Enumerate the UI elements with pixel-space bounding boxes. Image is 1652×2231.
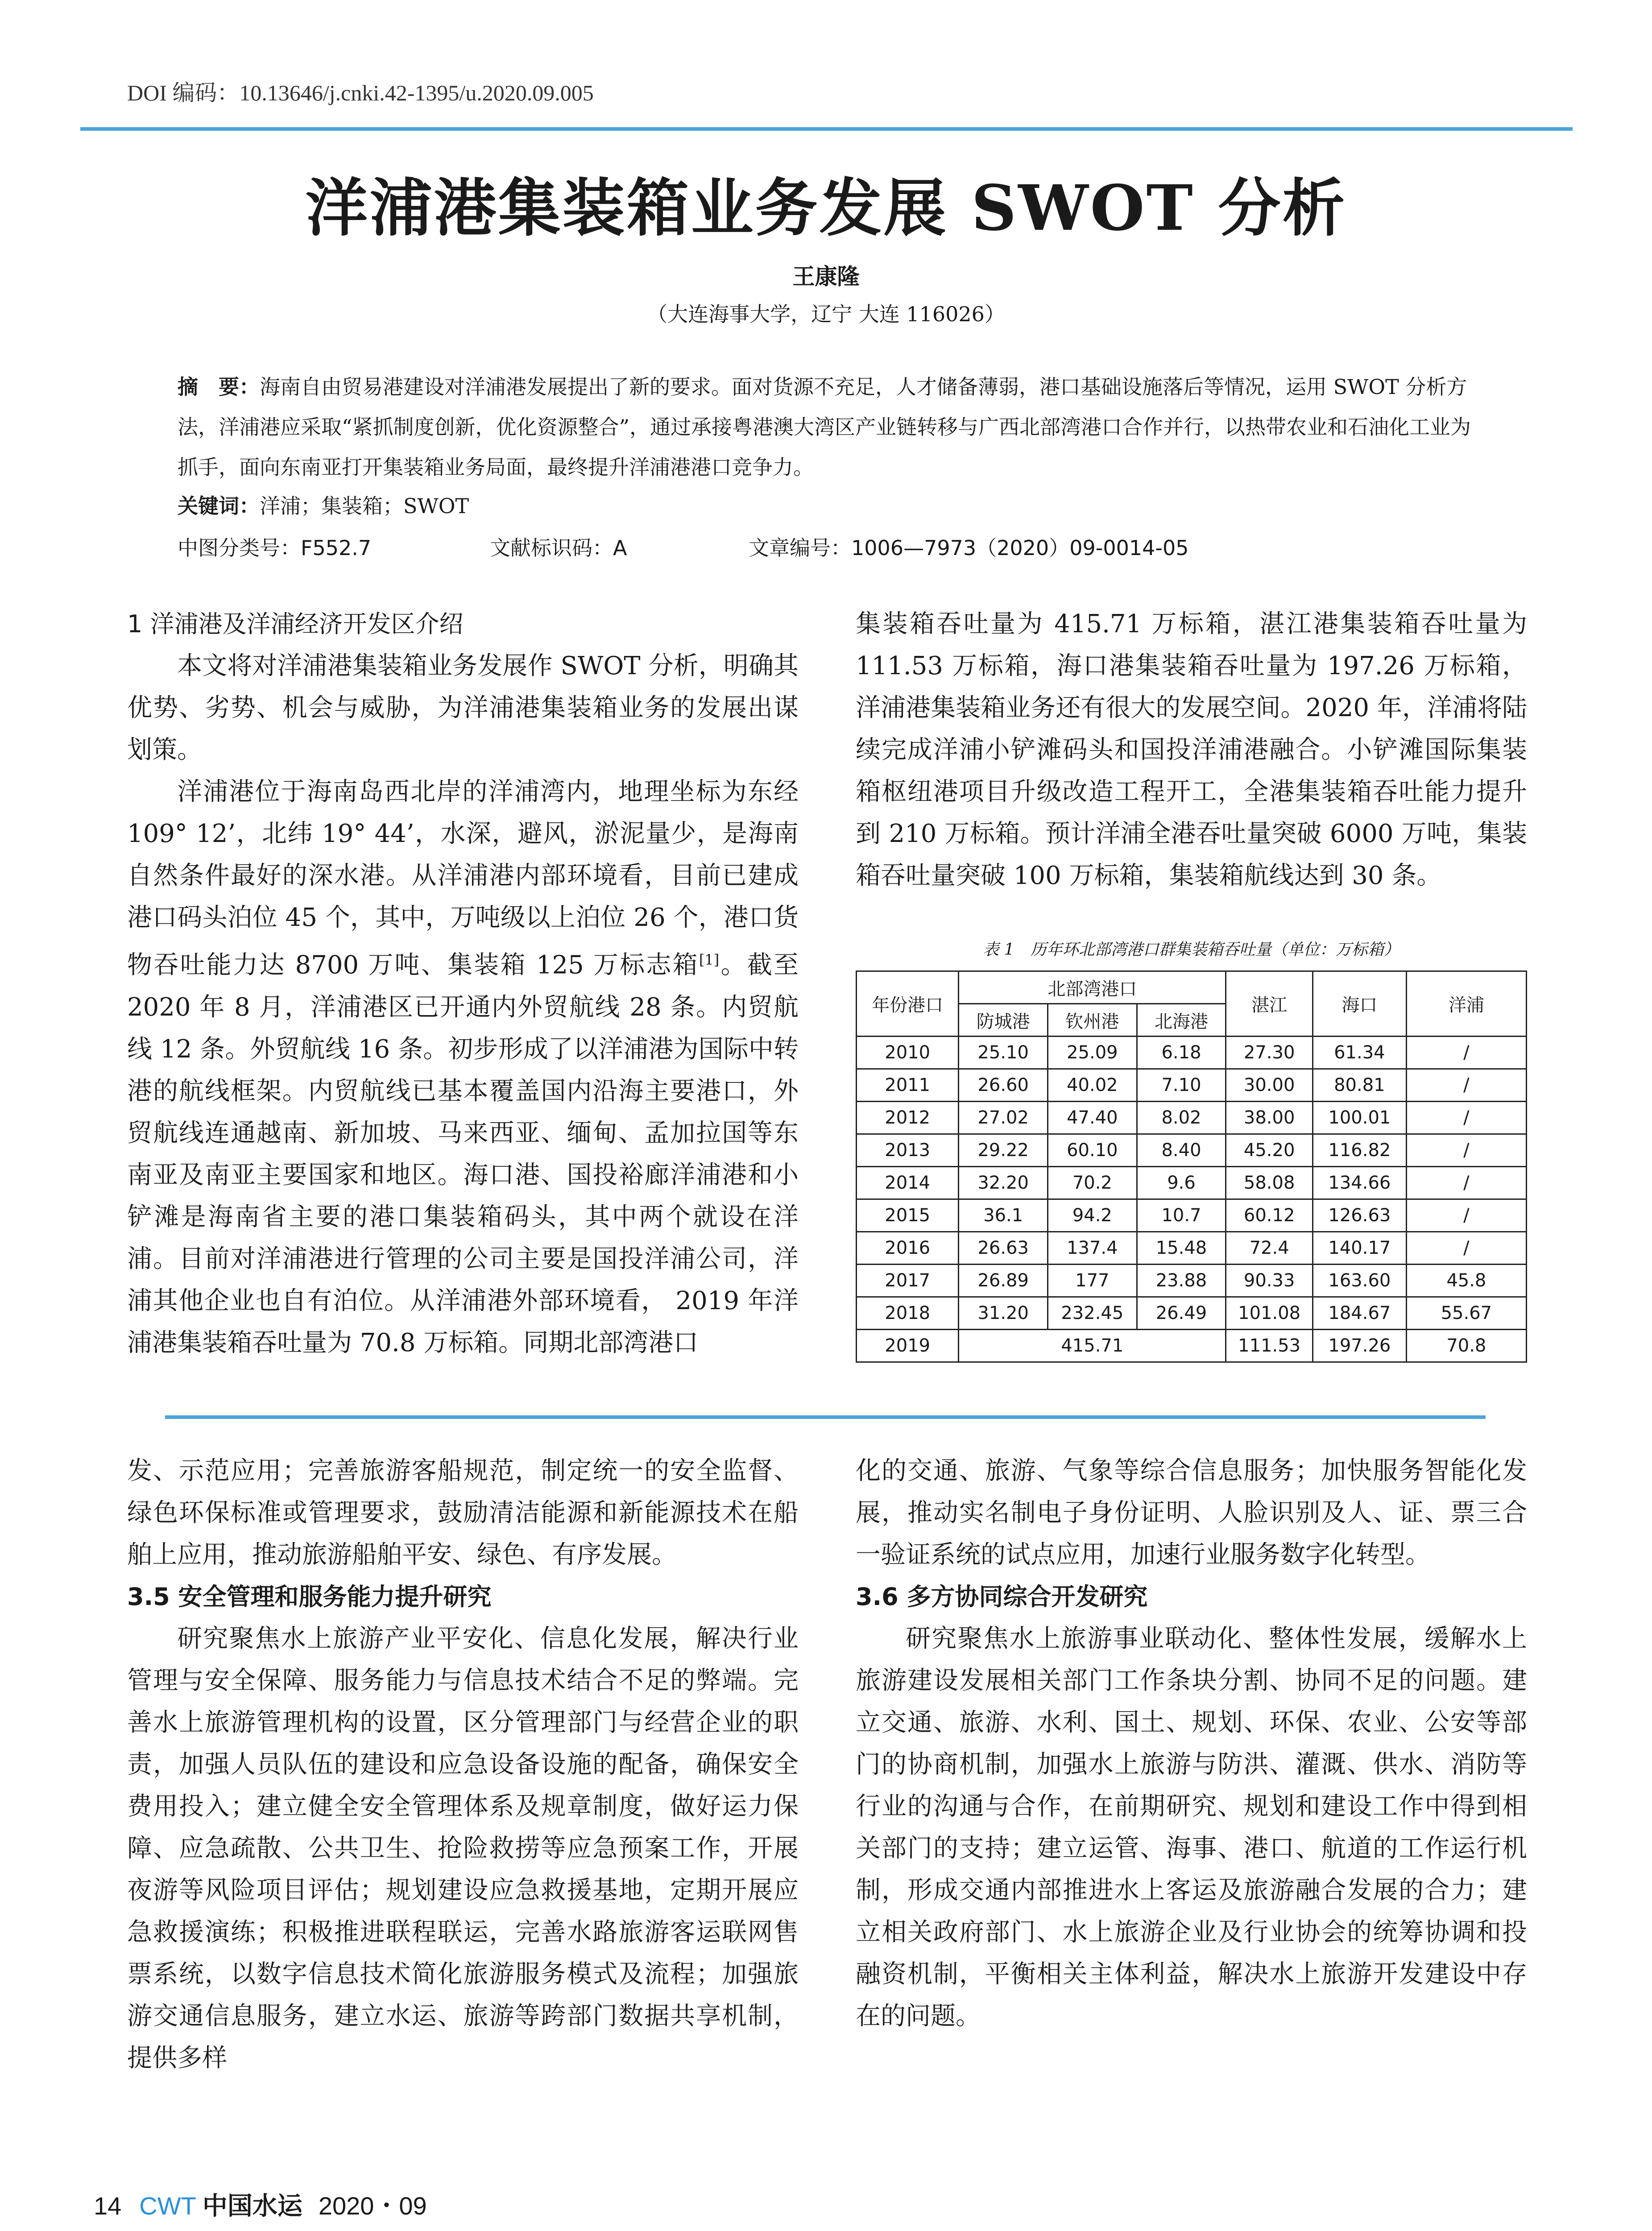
table-cell: /: [1406, 1134, 1526, 1167]
magazine-name: 中国水运: [202, 2192, 302, 2221]
mid-divider: [165, 1415, 1486, 1419]
table-cell: 60.10: [1048, 1134, 1137, 1167]
table-cell: 90.33: [1226, 1265, 1313, 1297]
table-cell: 2013: [857, 1134, 959, 1167]
table-cell: 2014: [857, 1167, 959, 1199]
table-row: [857, 1167, 1527, 1199]
table-cell: 45.20: [1226, 1134, 1313, 1167]
header-qinzhou: 钦州港: [1048, 1004, 1137, 1037]
clc-number: 中图分类号：F552.7: [178, 536, 372, 560]
table-row: [857, 1199, 1527, 1232]
abstract-text: 海南自由贸易港建设对洋浦港发展提出了新的要求。面对货源不充足，人才储备薄弱，港口基础设施落后等情况，运用 SWOT 分析方法，洋浦港应采取“紧抓制度创新，优化资源整合”，通过承接粤港澳大湾区产业链转移与广西北部湾港口合作并行，以热带农业和石油化工业为抓手，面向东南亚打开集装箱业务局面，最终提升洋浦港港口竞争力。: [178, 375, 1471, 479]
table-cell: 25.10: [959, 1037, 1048, 1069]
table-cell: 111.53: [1226, 1330, 1313, 1362]
lower-left-column: [127, 1450, 799, 2079]
table-cell: 177: [1048, 1265, 1137, 1297]
keywords-text: 洋浦；集装箱；SWOT: [260, 494, 469, 518]
table-cell: 2017: [857, 1265, 959, 1297]
table-cell: 25.09: [1048, 1037, 1137, 1069]
page-footer: [94, 2186, 427, 2222]
header-zhanjiang: 湛江: [1226, 971, 1313, 1037]
table-cell: 32.20: [959, 1167, 1048, 1199]
throughput-table: [856, 970, 1527, 1363]
table-cell: /: [1406, 1037, 1526, 1069]
issue-date: 2020・09: [318, 2192, 427, 2220]
table-cell: 27.30: [1226, 1037, 1313, 1069]
table-row: [857, 1134, 1527, 1167]
table-cell: 36.1: [959, 1199, 1048, 1232]
table-cell: 26.89: [959, 1265, 1048, 1297]
paragraph-throughput: 集装箱吞吐量为 415.71 万标箱，湛江港集装箱吞吐量为 111.53 万标箱，海口港集装箱吞吐量为 197.26 万标箱，洋浦港集装箱业务还有很大的发展空间。2020 年，洋浦将陆续完成洋浦小铲滩码头和国投洋浦港融合。小铲滩国际集装箱枢纽港项目升级改造工程开工，全港集装箱吞吐能力提升到 210 万标箱。预计洋浦全港吞吐量突破 6000 万吨，集装箱吞吐量突破 100 万标箱，集装箱航线达到 30 条。: [856, 610, 1527, 890]
table-row: [857, 1037, 1527, 1069]
table-cell: 2012: [857, 1102, 959, 1134]
table-cell: 2015: [857, 1199, 959, 1232]
table-cell: 2018: [857, 1297, 959, 1330]
paragraph-port-overview: [127, 771, 799, 1364]
table-cell: 8.40: [1137, 1134, 1226, 1167]
table-cell: 72.4: [1226, 1232, 1313, 1265]
table-cell: 61.34: [1313, 1037, 1407, 1069]
table-cell: 232.45: [1048, 1297, 1137, 1330]
keywords: [178, 490, 469, 519]
table-cell: 15.48: [1137, 1232, 1226, 1265]
article-title: 洋浦港集装箱业务发展 SWOT 分析: [305, 172, 1347, 245]
header-fangchenggang: 防城港: [959, 1004, 1048, 1037]
table-cell: 23.88: [1137, 1265, 1226, 1297]
paragraph-coordination: 研究聚焦水上旅游事业联动化、整体性发展，缓解水上旅游建设发展相关部门工作条块分割、协同不足的问题。建立交通、旅游、水利、国土、规划、环保、农业、公安等部门的协商机制，加强水上旅游与防洪、灌溉、供水、消防等行业的沟通与合作，在前期研究、规划和建设工作中得到相关部门的支持；建立运管、海事、港口、航道的工作运行机制，形成交通内部推进水上客运及旅游融合发展的合力；建立相关政府部门、水上旅游企业及行业协会的统筹协调和投融资机制，平衡相关主体利益，解决水上旅游开发建设中存在的问题。: [856, 1624, 1527, 2031]
paragraph-services: 化的交通、旅游、气象等综合信息服务；加快服务智能化发展，推动实名制电子身份证明、人脸识别及人、证、票三合一验证系统的试点应用，加速行业服务数字化转型。: [856, 1456, 1527, 1569]
table-cell: 26.49: [1137, 1297, 1226, 1330]
table-cell: 30.00: [1226, 1069, 1313, 1102]
section-1-heading: 1 洋浦港及洋浦经济开发区介绍: [127, 610, 464, 638]
page-number: 14: [94, 2192, 122, 2220]
paragraph-port-overview-b: 。截至 2020 年 8 月，洋浦港区已开通内外贸航线 28 条。内贸航线 12 条。外贸航线 16 条。初步形成了以洋浦港为国际中转港的航线框架。内贸航线已基本覆盖国内沿海主要港口，外贸航线连通越南、新加坡、马来西亚、缅甸、孟加拉国等东南亚及南亚主要国家和地区。海口港、国投裕廊洋浦港和小铲滩是海南省主要的港口集装箱码头，其中两个就设在洋浦。目前对洋浦港进行管理的公司主要是国投洋浦公司，洋浦其他企业也自有泊位。从洋浦港外部环境看， 2019 年洋浦港集装箱吞吐量为 70.8 万标箱。同期北部湾港口: [127, 950, 799, 1357]
table-body: [857, 1037, 1527, 1330]
top-divider: [80, 127, 1573, 131]
table-cell: 26.60: [959, 1069, 1048, 1102]
abstract-label: 摘 要：: [178, 375, 260, 399]
brand-logo: CWT: [139, 2192, 196, 2220]
keywords-label: 关键词：: [178, 494, 260, 518]
table-row-2019: [857, 1330, 1527, 1362]
table-cell: 80.81: [1313, 1069, 1407, 1102]
table-cell: 40.02: [1048, 1069, 1137, 1102]
table-cell: 126.63: [1313, 1199, 1407, 1232]
table-row: [857, 1265, 1527, 1297]
table-row: [857, 1069, 1527, 1102]
table-cell: 101.08: [1226, 1297, 1313, 1330]
section-3-6-heading: 3.6 多方协同综合开发研究: [856, 1583, 1148, 1611]
table-cell: 10.7: [1137, 1199, 1226, 1232]
reference-1: [1]: [699, 951, 720, 968]
header-beihai: 北海港: [1137, 1004, 1226, 1037]
table-cell: 70.2: [1048, 1167, 1137, 1199]
table-cell: 100.01: [1313, 1102, 1407, 1134]
table-cell: 29.22: [959, 1134, 1048, 1167]
table-cell: 70.8: [1406, 1330, 1526, 1362]
table-cell: /: [1406, 1102, 1526, 1134]
table-row: [857, 1232, 1527, 1265]
table-cell: 140.17: [1313, 1232, 1407, 1265]
abstract: [178, 367, 1485, 487]
upper-right-column: [856, 603, 1527, 897]
table-cell: /: [1406, 1167, 1526, 1199]
table-cell: 134.66: [1313, 1167, 1407, 1199]
table-cell: 137.4: [1048, 1232, 1137, 1265]
table-cell: 163.60: [1313, 1265, 1407, 1297]
document-code: 文献标识码：A: [490, 536, 627, 560]
table-cell: /: [1406, 1232, 1526, 1265]
article-number: 文章编号：1006—7973（2020）09-0014-05: [749, 536, 1189, 560]
table-cell: 55.67: [1406, 1297, 1526, 1330]
table-cell: 47.40: [1048, 1102, 1137, 1134]
table-cell: 2019: [857, 1330, 959, 1362]
table-cell: 2010: [857, 1037, 959, 1069]
table-cell: 184.67: [1313, 1297, 1407, 1330]
table-cell: 26.63: [959, 1232, 1048, 1265]
table-cell: 9.6: [1137, 1167, 1226, 1199]
table-cell: 27.02: [959, 1102, 1048, 1134]
table-cell: 197.26: [1313, 1330, 1407, 1362]
header-year-port: 年份港口: [857, 971, 959, 1037]
table-cell: /: [1406, 1069, 1526, 1102]
table-cell: 45.8: [1406, 1265, 1526, 1297]
table-cell: 94.2: [1048, 1199, 1137, 1232]
author-name: 王康隆: [792, 264, 860, 290]
table-caption: 表 1 历年环北部湾港口群集装箱吞吐量（单位：万标箱）: [983, 941, 1400, 959]
upper-left-column: [127, 603, 799, 1364]
table-cell: 8.02: [1137, 1102, 1226, 1134]
table-cell: 2011: [857, 1069, 959, 1102]
header-beibu-gulf: 北部湾港口: [959, 971, 1226, 1004]
header-haikou: 海口: [1313, 971, 1407, 1037]
table-cell: /: [1406, 1199, 1526, 1232]
table-cell: 60.12: [1226, 1199, 1313, 1232]
table-row: [857, 1102, 1527, 1134]
table-cell: 58.08: [1226, 1167, 1313, 1199]
paragraph-port-overview-a: 洋浦港位于海南岛西北岸的洋浦湾内，地理坐标为东经 109° 12’，北纬 19° 44’，水深，避风，淤泥量少，是海南自然条件最好的深水港。从洋浦港内部环境看，目前已建成港口码头泊位 45 个，其中，万吨级以上泊位 26 个，港口货物吞吐能力达 8700 万吨、集装箱 125 万标志箱: [127, 777, 799, 980]
paragraph-intro: 本文将对洋浦港集装箱业务发展作 SWOT 分析，明确其优势、劣势、机会与威胁，为洋浦港集装箱业务的发展出谋划策。: [127, 651, 799, 764]
table-row: [857, 1297, 1527, 1330]
table-cell: 6.18: [1137, 1037, 1226, 1069]
section-3-5-heading: 3.5 安全管理和服务能力提升研究: [127, 1583, 492, 1611]
table-cell: 116.82: [1313, 1134, 1407, 1167]
paragraph-continued: 发、示范应用；完善旅游客船规范，制定统一的安全监督、绿色环保标准或管理要求，鼓励清洁能源和新能源技术在船舶上应用，推动旅游船舶平安、绿色、有序发展。: [127, 1456, 799, 1569]
table-cell: 2016: [857, 1232, 959, 1265]
header-yangpu: 洋浦: [1406, 971, 1526, 1037]
table-cell: 38.00: [1226, 1102, 1313, 1134]
paragraph-safety: 研究聚焦水上旅游产业平安化、信息化发展，解决行业管理与安全保障、服务能力与信息技术结合不足的弊端。完善水上旅游管理机构的设置，区分管理部门与经营企业的职责，加强人员队伍的建设和应急设备设施的配备，确保安全费用投入；建立健全安全管理体系及规章制度，做好运力保障、应急疏散、公共卫生、抢险救捞等应急预案工作，开展夜游等风险项目评估；规划建设应急救援基地，定期开展应急救援演练；积极推进联程联运，完善水路旅游客运联网售票系统，以数字信息技术简化旅游服务模式及流程；加强旅游交通信息服务，建立水运、旅游等跨部门数据共享机制，提供多样: [127, 1624, 799, 2073]
table-cell: 31.20: [959, 1297, 1048, 1330]
doi-code: DOI 编码：10.13646/j.cnki.42-1395/u.2020.09.005: [127, 80, 594, 105]
author-affiliation: （大连海事大学，辽宁 大连 116026）: [647, 302, 1005, 326]
table-cell: 415.71: [959, 1330, 1226, 1362]
lower-right-column: [856, 1450, 1527, 2037]
table-cell: 7.10: [1137, 1069, 1226, 1102]
